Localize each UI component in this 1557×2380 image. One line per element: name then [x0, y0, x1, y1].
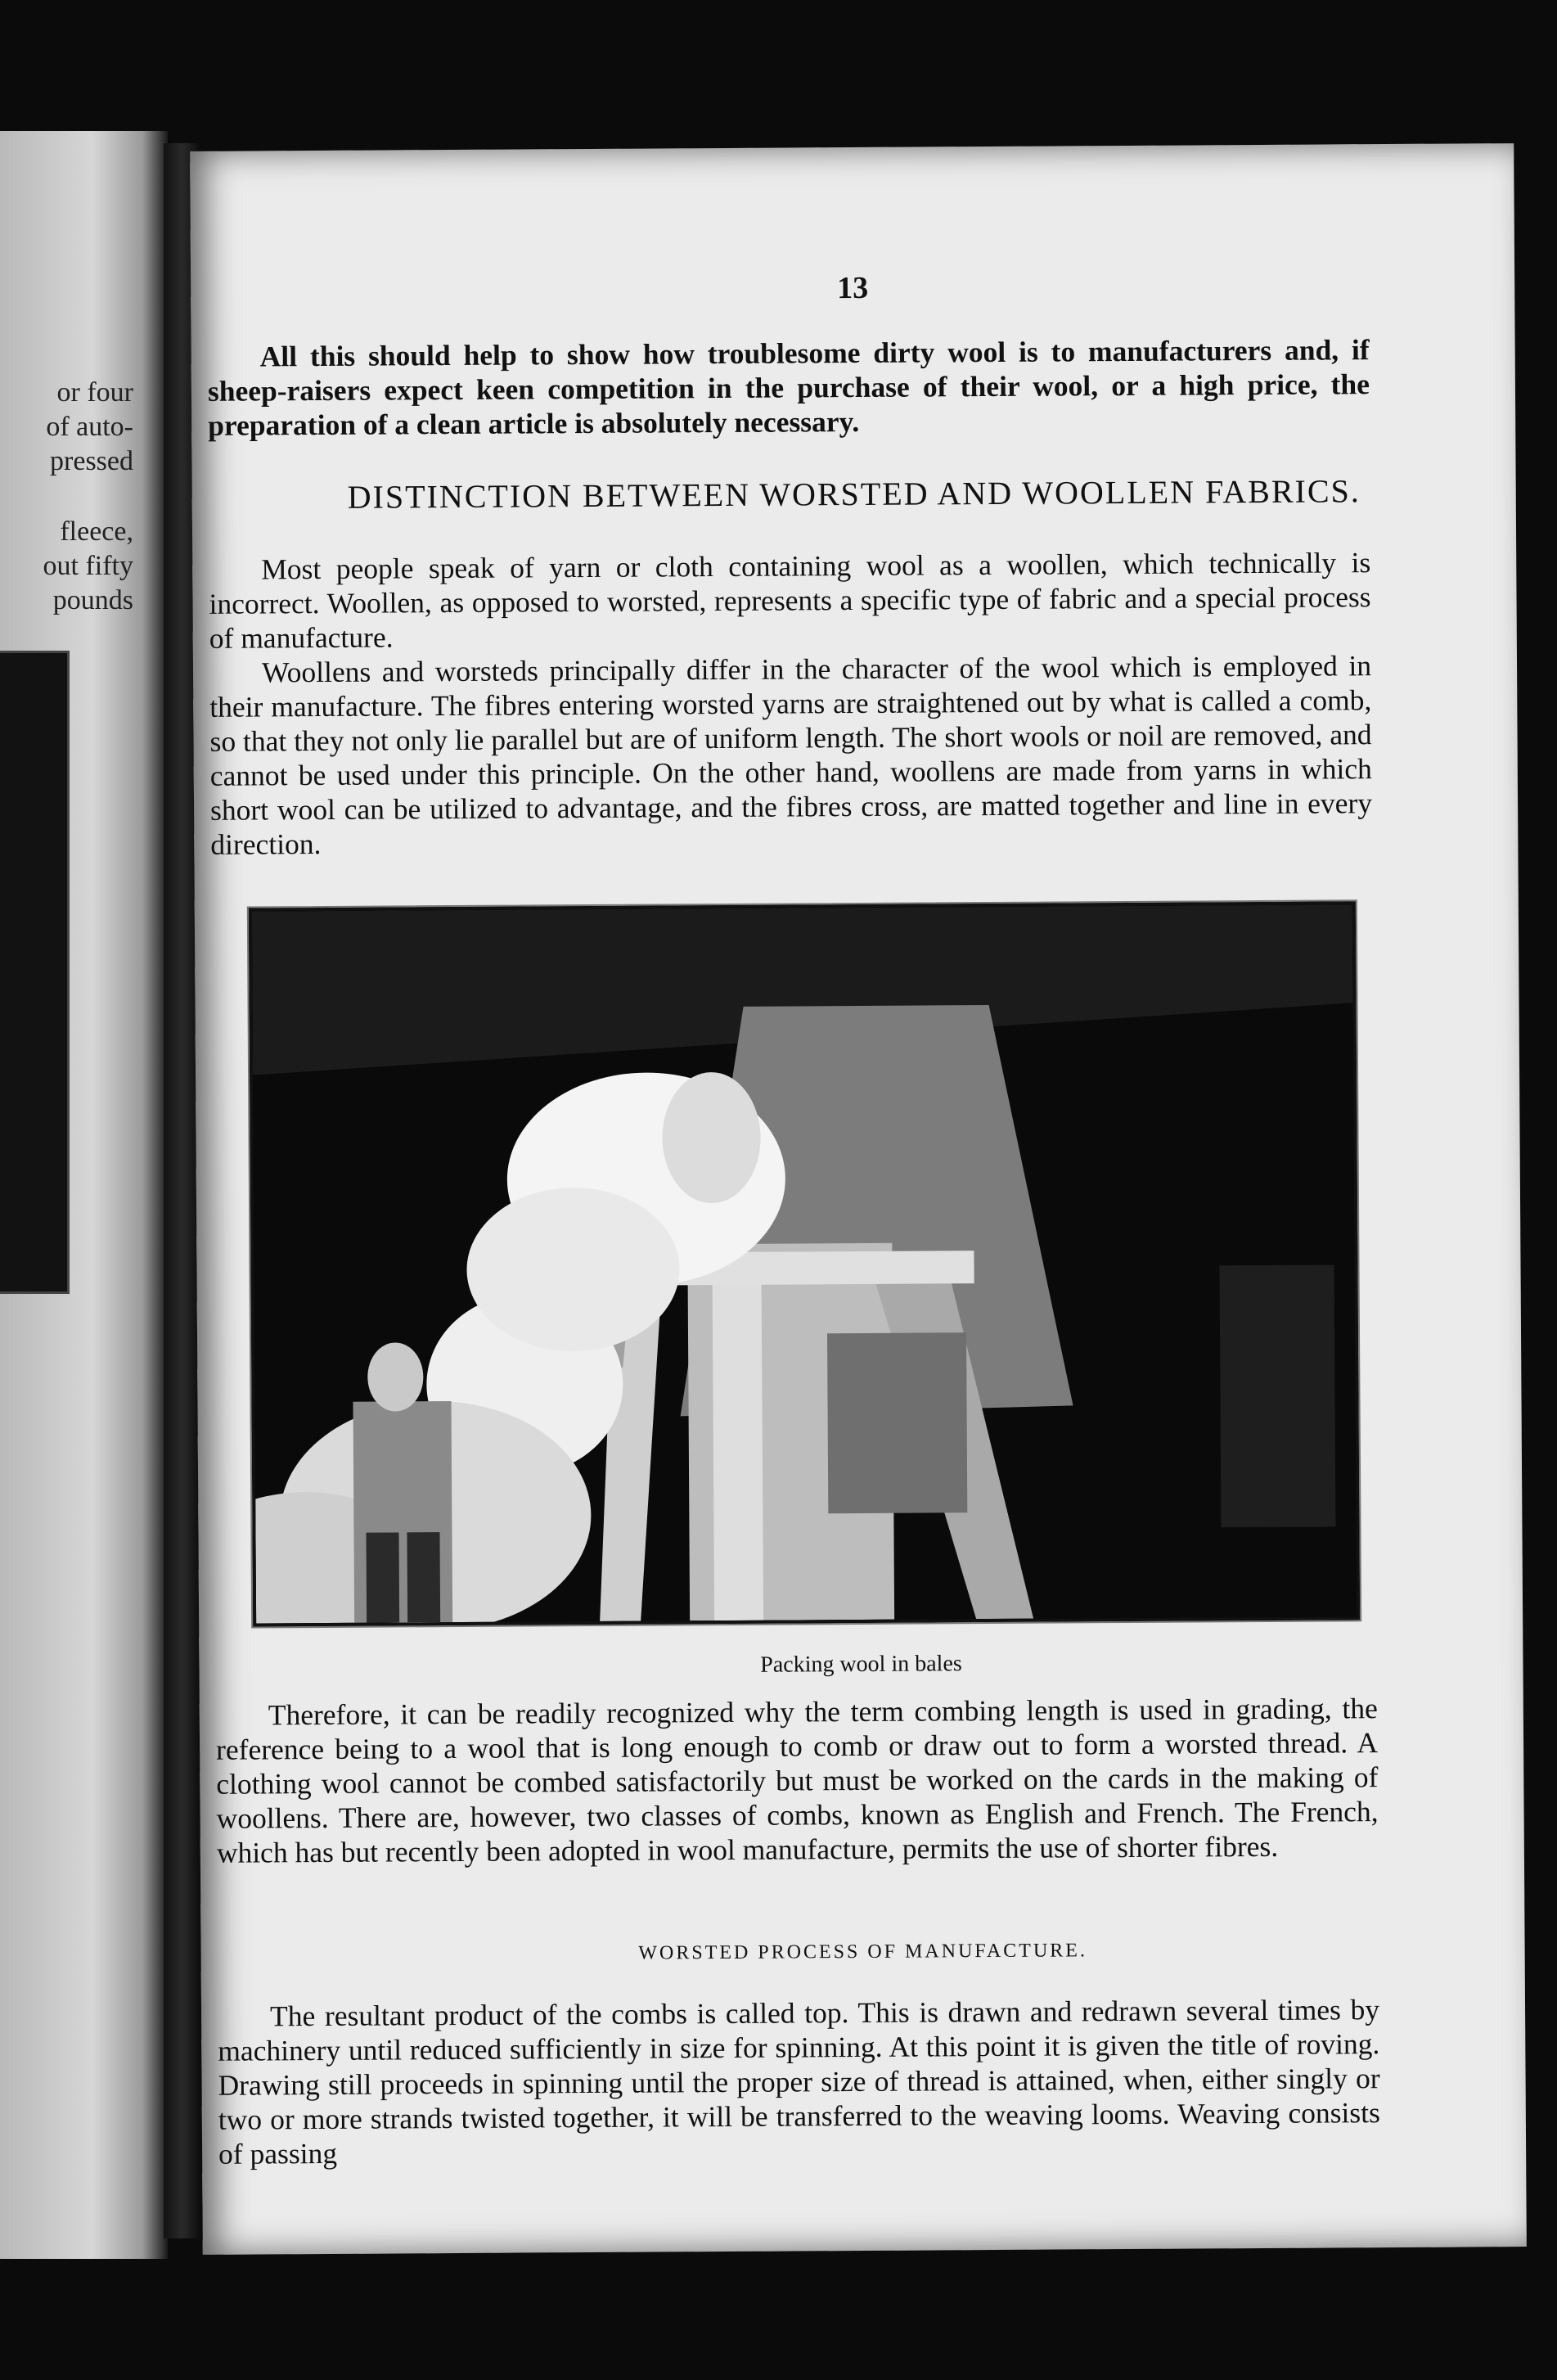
body-paragraph: Therefore, it can be readily recognized why the term combing length is used in grading, the reference being to a wool that is long enough to comb or draw out to form a worsted thread. A clothing wool cannot be combed satisfactorily but must be worked on the cards in the making of woollens. There are, however, two classes of combs, known as English and French. The French, which has but recently been adopted in wool manufacture, permits the use of shorter fibres.: [215, 1692, 1379, 1869]
facing-page-text: pressed: [50, 446, 133, 476]
facing-page-text: or four: [56, 377, 133, 408]
section-subheading: WORSTED PROCESS OF MANUFACTURE.: [638, 1940, 1088, 1964]
facing-page-photo: [0, 651, 70, 1294]
body-paragraph: The resultant product of the combs is called top. This is drawn and redrawn several times by machinery until reduced sufficiently in size for spinning. At this point it is given the title of roving. Drawing still proceeds in spinning until the proper size of thread is attained, when, either singly or two or more strands twisted together, it will be transferred to the weaving looms. Weaving consists of passing: [218, 1993, 1380, 2170]
page-number: 13: [837, 270, 869, 306]
photograph: [249, 901, 1360, 1626]
packing-wool-photo: [252, 904, 1357, 1623]
book-page: [190, 143, 1527, 2255]
photo-caption: Packing wool in bales: [760, 1651, 962, 1678]
facing-page-text: fleece,: [60, 516, 133, 547]
body-paragraph: Most people speak of yarn or cloth containing wool as a woollen, which technically is incorrect. Woollen, as opposed to worsted, represents a specific type of fabric and a special process of manufacture.: [209, 546, 1371, 655]
facing-page-text: of auto-: [46, 412, 133, 442]
intro-paragraph: All this should help to show how troublesome dirty wool is to manufacturers and, if sheep-raisers expect keen competition in the purchase of their wool, or a high price, the preparation of a clean article is absolutely necessary.: [207, 333, 1370, 442]
facing-page-text: pounds: [52, 585, 133, 615]
facing-page-text: out fifty: [43, 551, 133, 581]
section-heading: DISTINCTION BETWEEN WORSTED AND WOOLLEN FABRICS.: [347, 472, 1361, 516]
facing-page: [0, 131, 168, 2259]
body-paragraph: Woollens and worsteds principally differ in the character of the wool which is employed in their manufacture. The fibres entering worsted yarns are straightened out by what is called a comb, so that they not only lie parallel but are of uniform length. The short wools or noil are removed, and cannot be used under this principle. On the other hand, woollens are made from yarns in which short wool can be utilized to advantage, and the fibres cross, are matted together and line in every direction.: [209, 649, 1373, 861]
